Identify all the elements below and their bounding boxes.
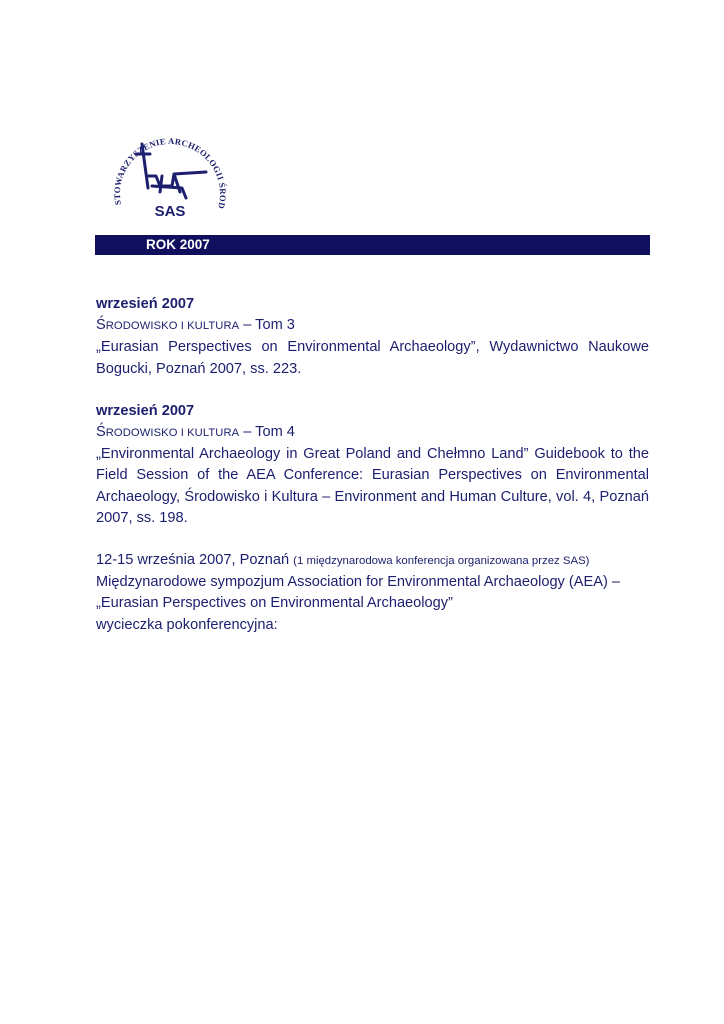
series-initial: Ś <box>96 317 106 334</box>
conference-date-place: 12-15 września 2007, Poznań <box>96 552 290 569</box>
entry-date: wrzesień 2007 <box>96 296 195 312</box>
entry-date: wrzesień 2007 <box>96 402 195 419</box>
series-initial: Ś <box>96 424 106 441</box>
publication-entry <box>96 401 649 529</box>
publication-entry <box>96 294 649 380</box>
conference-note: (1 międzynarodowa konferencja organizowana przez SAS) <box>293 555 590 568</box>
series-volume: – Tom 3 <box>239 317 295 334</box>
series-volume: – Tom 4 <box>239 424 295 441</box>
entry-body: „Eurasian Perspectives on Environmental Archaeology”, Wydawnictwo Naukowe Bogucki, Poznań 2007, ss. 223. <box>96 339 649 377</box>
series-line <box>96 422 649 444</box>
svg-text:STOWARZYSZENIE ARCHEOLOGII ŚRO: STOWARZYSZENIE ARCHEOLOGII ŚROD <box>111 135 229 210</box>
sas-logo <box>100 104 240 236</box>
logo-acronym: SAS <box>154 203 186 220</box>
entry-body: „Environmental Archaeology in Great Poland and Chełmno Land” Guidebook to the Field Session of the AEA Conference: Eurasian Perspectives on Environmental Archaeology, Środowisko i Kultura – Environment and Human Culture, vol. 4, Poznań 2007, ss. 198. <box>96 446 649 526</box>
plough-icon <box>100 104 240 236</box>
conference-line3: wycieczka pokonferencyjna: <box>96 616 278 633</box>
conference-line2: „Eurasian Perspectives on Environmental Archaeology” <box>96 595 453 612</box>
conference-line1: Międzynarodowe sympozjum Association for Environmental Archaeology (AEA) – <box>96 574 620 591</box>
series-line <box>96 315 649 337</box>
year-header: ROK 2007 <box>95 235 650 255</box>
conference-date-line <box>96 550 649 572</box>
conference-entry <box>96 550 649 636</box>
series-name: RODOWISKO I KULTURA <box>105 320 240 333</box>
series-name: RODOWISKO I KULTURA <box>105 427 240 440</box>
main-content <box>96 294 649 657</box>
